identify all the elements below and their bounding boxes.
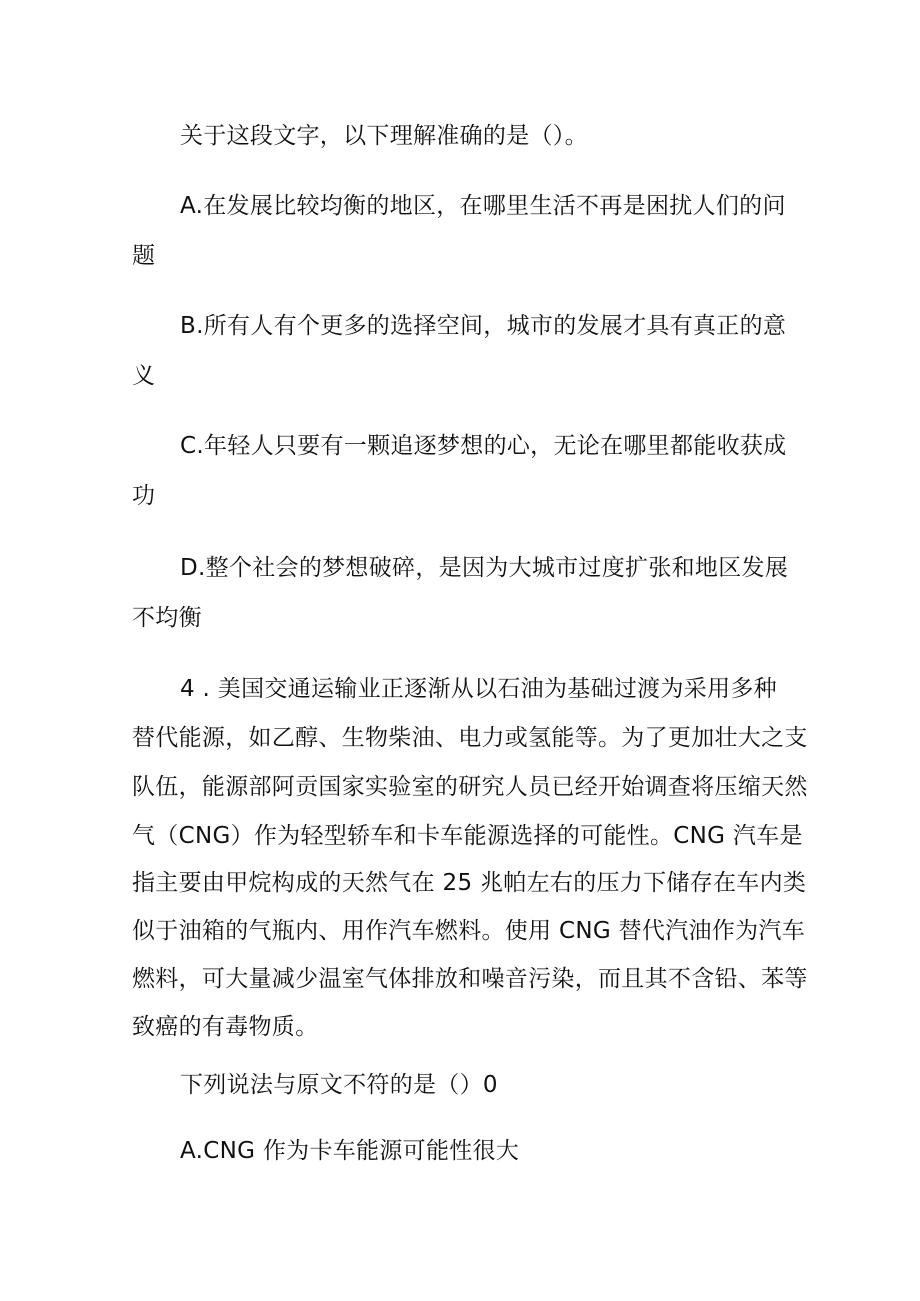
q4-passage-line: 4 . 美国交通运输业正逐渐从以石油为基础过渡为采用多种 xyxy=(180,676,777,702)
q4-option-a: A.CNG 作为卡车能源可能性很大 xyxy=(180,1138,520,1164)
q4-stem: 下列说法与原文不符的是（）0 xyxy=(180,1072,498,1098)
q4-passage-line: 替代能源，如乙醇、生物柴油、电力或氢能等。为了更加壮大之支 xyxy=(132,725,808,751)
q3-option-c-line1: C.年轻人只要有一颗追逐梦想的心，无论在哪里都能收获成 xyxy=(180,433,787,459)
q3-option-c-line2: 功 xyxy=(132,483,156,509)
q4-passage-line: 指主要由甲烷构成的天然气在 25 兆帕左右的压力下储存在车内类 xyxy=(132,870,807,896)
q4-passage-line: 致癌的有毒物质。 xyxy=(132,1014,319,1040)
q3-option-d-line2: 不均衡 xyxy=(132,605,202,631)
q3-option-d-line1: D.整个社会的梦想破碎，是因为大城市过度扩张和地区发展 xyxy=(180,555,789,581)
q3-stem: 关于这段文字，以下理解准确的是（）。 xyxy=(180,123,588,149)
q4-passage-line: 似于油箱的气瓶内、用作汽车燃料。使用 CNG 替代汽油作为汽车 xyxy=(132,918,806,944)
q3-option-b-line1: B.所有人有个更多的选择空间，城市的发展才具有真正的意 xyxy=(180,313,787,339)
q4-passage-line: 队伍，能源部阿贡国家实验室的研究人员已经开始调查将压缩天然 xyxy=(132,774,808,800)
q4-passage-line: 气（CNG）作为轻型轿车和卡车能源选择的可能性。CNG 汽车是 xyxy=(132,823,803,849)
q3-option-a-line1: A.在发展比较均衡的地区，在哪里生活不再是困扰人们的问 xyxy=(180,193,786,219)
q3-option-b-line2: 义 xyxy=(132,363,156,389)
q4-passage-line: 燃料，可大量减少温室气体排放和噪音污染，而且其不含铅、苯等 xyxy=(132,966,808,992)
q3-option-a-line2: 题 xyxy=(132,243,156,269)
